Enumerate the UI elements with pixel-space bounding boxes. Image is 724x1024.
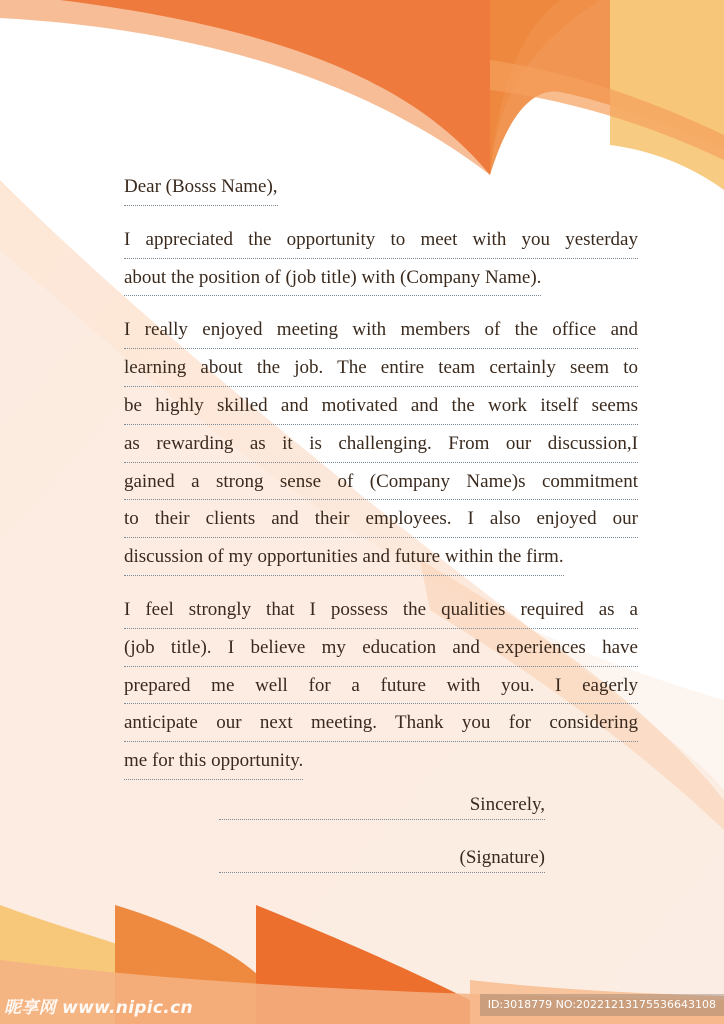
signature-line: (Signature) xyxy=(219,845,545,873)
paragraph-line: discussion of my opportunities and future within the firm. xyxy=(124,538,564,576)
paragraph-line: learning about the job. The entire team certainly seem to xyxy=(124,349,638,387)
paragraph-line: me for this opportunity. xyxy=(124,742,303,780)
paragraph-line: be highly skilled and motivated and the work itself seems xyxy=(124,387,638,425)
letter-body xyxy=(124,168,638,780)
site-watermark: 昵享网 www.nipic.cn xyxy=(4,998,193,1018)
paragraph-line: I feel strongly that I possess the qualities required as a xyxy=(124,591,638,629)
paragraph-line: prepared me well for a future with you. I eagerly xyxy=(124,667,638,705)
salutation-text: Dear (Bosss Name), xyxy=(124,168,278,206)
closing-line: Sincerely, xyxy=(219,792,545,820)
paragraph-line: to their clients and their employees. I also enjoyed our xyxy=(124,500,638,538)
paragraph-3 xyxy=(124,591,638,780)
paragraph-line: I appreciated the opportunity to meet with you yesterday xyxy=(124,221,638,259)
paragraph-line: gained a strong sense of (Company Name)s commitment xyxy=(124,463,638,501)
paragraph-line: anticipate our next meeting. Thank you for considering xyxy=(124,704,638,742)
paragraph-line: about the position of (job title) with (Company Name). xyxy=(124,259,541,297)
salutation xyxy=(124,168,638,206)
paragraph-line: I really enjoyed meeting with members of the office and xyxy=(124,311,638,349)
paragraph-2 xyxy=(124,311,638,576)
paragraph-line: (job title). I believe my education and experiences have xyxy=(124,629,638,667)
paragraph-1 xyxy=(124,221,638,297)
id-watermark: ID:3018779 NO:20221213175536643108 xyxy=(480,994,724,1016)
paragraph-line: as rewarding as it is challenging. From our discussion,I xyxy=(124,425,638,463)
